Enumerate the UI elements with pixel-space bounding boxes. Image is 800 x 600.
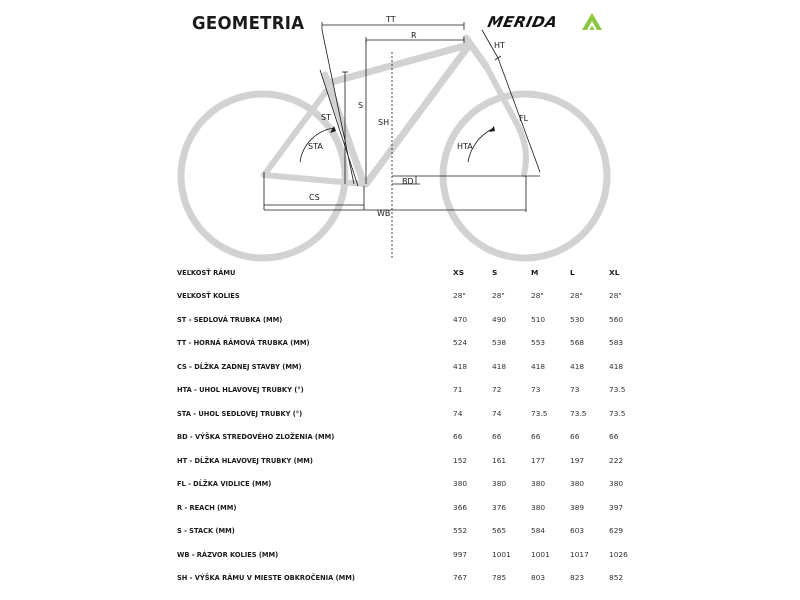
label-bd: BD bbox=[402, 177, 414, 186]
table-cell: 66 bbox=[492, 432, 502, 441]
table-cell: 418 bbox=[492, 362, 507, 371]
table-row-label: ST - SEDLOVÁ TRUBKA (MM) bbox=[177, 315, 283, 324]
table-cell: 28" bbox=[570, 291, 583, 300]
chain-stay bbox=[264, 175, 364, 184]
table-row-label: S - STACK (MM) bbox=[177, 526, 235, 535]
table-cell: 66 bbox=[531, 432, 541, 441]
table-cell: 177 bbox=[531, 456, 546, 465]
table-cell: 584 bbox=[531, 526, 546, 535]
label-sh: SH bbox=[378, 118, 390, 127]
table-cell: 73 bbox=[531, 385, 541, 394]
table-cell: 66 bbox=[609, 432, 619, 441]
table-cell: 389 bbox=[570, 503, 585, 512]
table-cell: 418 bbox=[453, 362, 468, 371]
table-cell: 785 bbox=[492, 573, 507, 582]
label-s: S bbox=[358, 101, 364, 110]
size-header-l: L bbox=[570, 268, 575, 277]
table-cell: 152 bbox=[453, 456, 468, 465]
table-cell: 524 bbox=[453, 338, 468, 347]
label-tt: TT bbox=[386, 15, 396, 24]
table-cell: 1001 bbox=[531, 550, 550, 559]
label-wb: WB bbox=[377, 209, 391, 218]
geometry-diagram bbox=[0, 0, 800, 262]
table-cell: 161 bbox=[492, 456, 507, 465]
table-row bbox=[0, 383, 800, 397]
table-cell: 380 bbox=[531, 503, 546, 512]
size-header-xl: XL bbox=[609, 268, 620, 277]
table-cell: 28" bbox=[492, 291, 505, 300]
table-row-label: HT - DĹŽKA HLAVOVEJ TRUBKY (MM) bbox=[177, 456, 313, 465]
table-cell: 397 bbox=[609, 503, 624, 512]
table-cell: 66 bbox=[453, 432, 463, 441]
table-row-label: VEĽKOSŤ KOLIES bbox=[177, 291, 240, 300]
table-cell: 470 bbox=[453, 315, 468, 324]
table-row bbox=[0, 313, 800, 327]
table-cell: 629 bbox=[609, 526, 624, 535]
table-cell: 28" bbox=[531, 291, 544, 300]
table-cell: 73.5 bbox=[570, 409, 587, 418]
table-cell: 28" bbox=[453, 291, 466, 300]
table-cell: 380 bbox=[609, 479, 624, 488]
table-cell: 366 bbox=[453, 503, 468, 512]
table-row bbox=[0, 360, 800, 374]
bike-frame bbox=[264, 38, 526, 184]
table-cell: 197 bbox=[570, 456, 585, 465]
table-row bbox=[0, 336, 800, 350]
table-cell: 418 bbox=[609, 362, 624, 371]
table-row bbox=[0, 477, 800, 491]
table-cell: 73 bbox=[570, 385, 580, 394]
table-cell: 71 bbox=[453, 385, 463, 394]
table-cell: 565 bbox=[492, 526, 507, 535]
table-row-label: SH - VÝŠKA RÁMU V MIESTE OBKROČENIA (MM) bbox=[177, 573, 355, 582]
table-row bbox=[0, 524, 800, 538]
table-row-label: CS - DĹŽKA ZADNEJ STAVBY (MM) bbox=[177, 362, 302, 371]
table-cell: 823 bbox=[570, 573, 585, 582]
table-row bbox=[0, 454, 800, 468]
table-cell: 603 bbox=[570, 526, 585, 535]
table-row bbox=[0, 289, 800, 303]
table-row bbox=[0, 548, 800, 562]
table-cell: 1017 bbox=[570, 550, 589, 559]
table-cell: 380 bbox=[531, 479, 546, 488]
table-row bbox=[0, 407, 800, 421]
table-cell: 767 bbox=[453, 573, 468, 582]
table-row-label: STA - UHOL SEDLOVEJ TRUBKY (°) bbox=[177, 409, 303, 418]
table-row-label: BD - VÝŠKA STREDOVÉHO ZLOŽENIA (MM) bbox=[177, 432, 335, 441]
table-cell: 74 bbox=[492, 409, 502, 418]
brand-name: MERIDA bbox=[486, 13, 560, 31]
table-row bbox=[0, 430, 800, 444]
table-cell: 1026 bbox=[609, 550, 628, 559]
table-cell: 222 bbox=[609, 456, 624, 465]
table-cell: 852 bbox=[609, 573, 624, 582]
label-cs: CS bbox=[309, 193, 320, 202]
table-cell: 73.5 bbox=[531, 409, 548, 418]
table-row-label: R - REACH (MM) bbox=[177, 503, 237, 512]
table-row-label: TT - HORNÁ RÁMOVÁ TRUBKA (MM) bbox=[177, 338, 310, 347]
table-cell: 66 bbox=[570, 432, 580, 441]
size-header-m: M bbox=[531, 268, 539, 277]
table-cell: 418 bbox=[570, 362, 585, 371]
table-cell: 583 bbox=[609, 338, 624, 347]
size-header-xs: XS bbox=[453, 268, 465, 277]
page-title: GEOMETRIA bbox=[192, 13, 305, 34]
table-cell: 803 bbox=[531, 573, 546, 582]
table-row bbox=[0, 571, 800, 585]
table-cell: 538 bbox=[492, 338, 507, 347]
table-row-label: VEĽKOSŤ RÁMU bbox=[177, 268, 236, 277]
head-tube bbox=[466, 38, 486, 66]
label-fl: FL bbox=[519, 114, 529, 123]
table-cell: 530 bbox=[570, 315, 585, 324]
label-sta: STA bbox=[308, 142, 323, 151]
table-cell: 380 bbox=[570, 479, 585, 488]
table-cell: 376 bbox=[492, 503, 507, 512]
table-cell: 553 bbox=[531, 338, 546, 347]
table-cell: 28" bbox=[609, 291, 622, 300]
table-cell: 73.5 bbox=[609, 409, 626, 418]
table-row-label: HTA - UHOL HLAVOVEJ TRUBKY (°) bbox=[177, 385, 304, 394]
table-row-label: FL - DĹŽKA VIDLICE (MM) bbox=[177, 479, 272, 488]
table-cell: 997 bbox=[453, 550, 468, 559]
label-hta: HTA bbox=[457, 142, 473, 151]
label-ht: HT bbox=[494, 41, 505, 50]
table-cell: 380 bbox=[492, 479, 507, 488]
table-row bbox=[0, 501, 800, 515]
size-header-s: S bbox=[492, 268, 498, 277]
table-cell: 380 bbox=[453, 479, 468, 488]
label-r: R bbox=[411, 31, 417, 40]
table-cell: 552 bbox=[453, 526, 468, 535]
table-cell: 490 bbox=[492, 315, 507, 324]
label-st: ST bbox=[321, 113, 331, 122]
table-row-label: WB - RÁZVOR KOLIES (MM) bbox=[177, 550, 279, 559]
table-cell: 560 bbox=[609, 315, 624, 324]
table-header-row bbox=[0, 266, 800, 280]
table-cell: 418 bbox=[531, 362, 546, 371]
table-cell: 510 bbox=[531, 315, 546, 324]
table-cell: 74 bbox=[453, 409, 463, 418]
table-cell: 73.5 bbox=[609, 385, 626, 394]
table-cell: 1001 bbox=[492, 550, 511, 559]
table-cell: 568 bbox=[570, 338, 585, 347]
table-cell: 72 bbox=[492, 385, 502, 394]
